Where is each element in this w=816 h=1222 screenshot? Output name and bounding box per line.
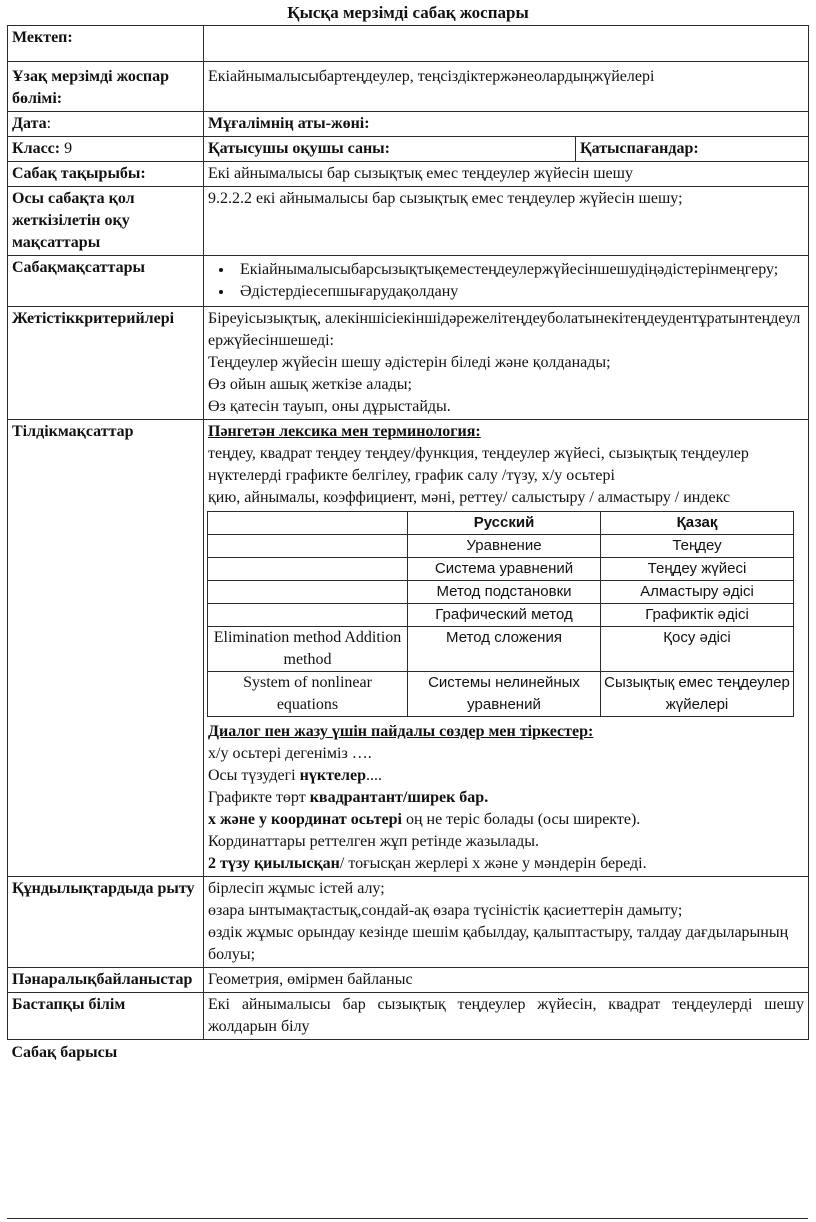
topic-value: Екі айнымалысы бар сызықтық емес теңдеулер жүйесін шешу: [204, 162, 809, 187]
crosscurricular-value: Геометрия, өмірмен байланыс: [204, 968, 809, 993]
lesson-plan-table: [7, 25, 809, 1065]
terms-en-cell: [208, 604, 408, 627]
vocab-line: қию, айнымалы, коэффициент, мәні, реттеу/ салыстыру / алмастыру / индекс: [208, 489, 731, 506]
absent-label: Қатыспағандар:: [576, 137, 809, 162]
date-label: Дата: [12, 115, 47, 132]
criteria-line: Біреуісызықтық, алекіншісіекіншідәрежелітеңдеуболатынекітеңдеудентұратынтеңдеулержүйесіншешеді:: [208, 310, 801, 349]
row-prior: [8, 993, 809, 1040]
row-date: [8, 112, 809, 137]
language-cell: [204, 420, 809, 877]
prior-value: Екі айнымалысы бар сызықтық теңдеулер жүйесін, квадрат теңдеулерді шешу жолдарын білу: [204, 993, 809, 1040]
dialog-text: оң не теріс болады (осы ширекте).: [401, 811, 641, 828]
date-cell: [8, 112, 204, 137]
dialog-bold: 2 түзу қиылысқан: [208, 855, 340, 872]
terms-en-cell: [208, 535, 408, 558]
goals-list: [208, 259, 804, 303]
terms-row: [208, 581, 794, 604]
longterm-value: Екіайнымалысыбартеңдеулер, теңсіздіктержәнеолардыңжүйелері: [204, 62, 809, 112]
row-criteria: [8, 307, 809, 420]
row-lesson-flow: [8, 1040, 809, 1066]
values-line: өздік жұмыс орындау кезінде шешім қабылдау, қалыптастыру, талдау дағдыларының болуы;: [208, 924, 789, 963]
dialog-text: Графикте төрт: [208, 789, 310, 806]
dialog-bold: квадрантант/ширек бар.: [309, 789, 489, 806]
values-cell: [204, 877, 809, 968]
objectives-label: Осы сабақта қол жеткізілетін оқу мақсаттары: [8, 187, 204, 256]
row-crosscurricular: [8, 968, 809, 993]
terms-kz-cell: Графиктік әдісі: [601, 604, 794, 627]
school-label: Мектеп:: [8, 26, 204, 62]
criteria-line: Өз ойын ашық жеткізе алады;: [208, 376, 412, 393]
dialog-bold: нүктелер: [299, 767, 366, 784]
terms-row: [208, 627, 794, 672]
criteria-line: Өз қатесін тауып, оны дұрыстайды.: [208, 398, 451, 415]
criteria-line: Теңдеулер жүйесін шешу әдістерін біледі және қолданады;: [208, 354, 611, 371]
school-value: [204, 26, 809, 62]
row-language: [8, 420, 809, 877]
terms-ru-cell: Система уравнений: [408, 558, 601, 581]
language-label: Тілдікмақсаттар: [8, 420, 204, 877]
dialog-heading: Диалог пен жазу үшін пайдалы сөздер мен тіркестер:: [208, 723, 594, 740]
dialog-text: Осы түзудегі: [208, 767, 300, 784]
criteria-label: Жетістіккритерийлері: [8, 307, 204, 420]
topic-label: Сабақ тақырыбы:: [8, 162, 204, 187]
terms-kz-cell: Қосу әдісі: [601, 627, 794, 672]
vocab-heading: Пәнгетән лексика мен терминология:: [208, 423, 481, 440]
prior-label: Бастапқы білім: [8, 993, 204, 1040]
terms-kz-cell: Теңдеу жүйесі: [601, 558, 794, 581]
lesson-flow-heading: Сабақ барысы: [8, 1040, 809, 1066]
goals-cell: [204, 256, 809, 307]
terms-en-cell: Elimination method Addition method: [208, 627, 408, 672]
row-longterm: [8, 62, 809, 112]
teacher-label: Мұғалімнің аты-жөні:: [204, 112, 809, 137]
row-values: [8, 877, 809, 968]
terms-en-cell: [208, 581, 408, 604]
row-school: [8, 26, 809, 62]
dialog-bold: х және у координат осьтері: [208, 811, 402, 828]
terms-ru-cell: Графический метод: [408, 604, 601, 627]
terms-ru-cell: Метод сложения: [408, 627, 601, 672]
crosscurricular-label: Пәнаралықбайланыстар: [8, 968, 204, 993]
terms-header-cell: Русский: [408, 512, 601, 535]
terms-kz-cell: Алмастыру әдісі: [601, 581, 794, 604]
longterm-label: Ұзақ мерзімді жоспар бөлімі:: [8, 62, 204, 112]
goals-label: Сабақмақсаттары: [8, 256, 204, 307]
class-label: Класс:: [12, 140, 61, 157]
terms-row: [208, 558, 794, 581]
row-topic: [8, 162, 809, 187]
dialog-line: Кординаттары реттелген жұп ретінде жазылады.: [208, 833, 539, 850]
class-value: 9: [60, 140, 73, 157]
present-label: Қатысушы оқушы саны:: [204, 137, 576, 162]
class-cell: [8, 137, 204, 162]
terms-table: [207, 511, 794, 717]
terms-row: [208, 604, 794, 627]
values-line: өзара ынтымақтастық,сондай-ақ өзара түсіністік қасиеттерін дамыту;: [208, 902, 683, 919]
goal-item: • Екіайнымалысыбарсызықтықеместеңдеулержүйесіншешудіңәдістерінмеңгеру;: [234, 259, 804, 281]
dialog-text: / тоғысқан жерлері х және у мәндерін береді.: [339, 855, 647, 872]
terms-header-row: [208, 512, 794, 535]
terms-ru-cell: Метод подстановки: [408, 581, 601, 604]
terms-row: [208, 672, 794, 717]
terms-header-cell: Қазақ: [601, 512, 794, 535]
bottom-rule: [7, 1218, 808, 1219]
dialog-line: [208, 853, 804, 875]
objectives-value: 9.2.2.2 екі айнымалысы бар сызықтық емес теңдеулер жүйесін шешу;: [204, 187, 809, 256]
dialog-line: [208, 787, 804, 809]
dialog-line: [208, 809, 804, 831]
dialog-line: х/у осьтері дегеніміз ….: [208, 745, 372, 762]
dialog-text: ....: [366, 767, 382, 784]
dialog-line: [208, 765, 804, 787]
values-label: Құндылықтардыда рыту: [8, 877, 204, 968]
vocab-line: теңдеу, квадрат теңдеу теңдеу/функция, теңдеулер жүйесі, сызықтық теңдеулер: [208, 445, 749, 462]
terms-kz-cell: Сызықтық емес теңдеулер жүйелері: [601, 672, 794, 717]
goal-item: • Әдістердіесепшығарудақолдану: [234, 281, 804, 303]
row-class: [8, 137, 809, 162]
criteria-cell: [204, 307, 809, 420]
vocab-line: нүктелерді графикте белгілеу, график салу /түзу, х/у осьтері: [208, 467, 615, 484]
row-goals: [8, 256, 809, 307]
terms-ru-cell: Уравнение: [408, 535, 601, 558]
date-colon: :: [46, 115, 52, 132]
values-line: бірлесіп жұмыс істей алу;: [208, 880, 385, 897]
terms-row: [208, 535, 794, 558]
terms-ru-cell: Системы нелинейных уравнений: [408, 672, 601, 717]
terms-kz-cell: Теңдеу: [601, 535, 794, 558]
terms-en-cell: System of nonlinear equations: [208, 672, 408, 717]
terms-en-cell: [208, 558, 408, 581]
row-objectives: [8, 187, 809, 256]
document-title: Қысқа мерзімді сабақ жоспары: [287, 3, 529, 22]
terms-header-cell: [208, 512, 408, 535]
